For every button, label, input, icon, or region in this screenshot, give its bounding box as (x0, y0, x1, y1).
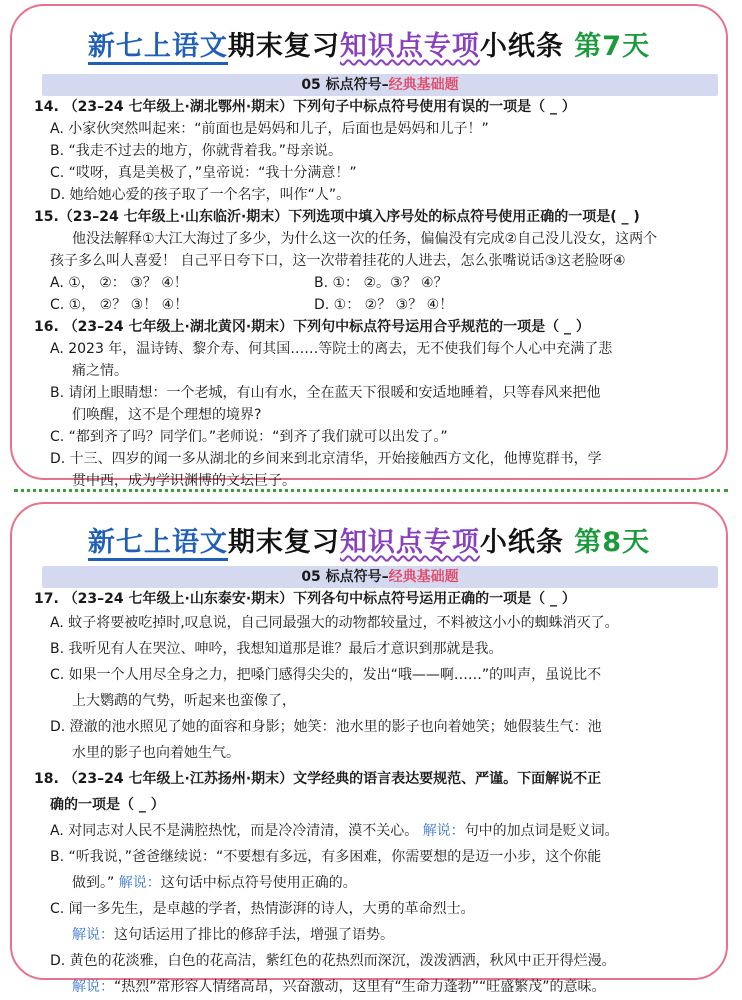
option-text (34, 948, 714, 974)
option-text (34, 426, 714, 448)
question-list (34, 96, 714, 492)
question-stem (34, 588, 714, 610)
line-text: 上大鹦鹉的气势，听起来也蛮像了， (72, 693, 296, 709)
line-text: 孩子多么叫人喜爱！ 自己平日夸下口，这一次带着挂花的人进去，怎么张嘴说话③这老脸呀④ (50, 253, 626, 269)
question-text: 15.（23–24 七年级上·山东临沂·期末）下列选项中填入序号处的标点符号使用正确的一项是( _ ) (34, 209, 640, 225)
line-text: A. 对同志对人民不是满腔热忱，而是冷冷清清，漠不关心。 (50, 823, 419, 839)
explanation-text: 这句话运用了排比的修辞手法，增强了语势。 (114, 927, 394, 943)
option-text (34, 118, 714, 140)
line-text: A. 小家伙突然叫起来：“前面也是妈妈和儿子，后面也是妈妈和儿子！” (50, 121, 489, 137)
day7-card (10, 4, 728, 489)
option-row (34, 294, 714, 316)
question-stem (34, 206, 714, 228)
line-text: 他没法解释①大江大海过了多少，为什么这一次的任务，偏偏没有完成②自己没儿没女，这两个 (72, 231, 658, 247)
explanation-line (34, 922, 714, 948)
day8-card (10, 502, 728, 995)
line-text: C. 如果一个人用尽全身之力，把嗓门感得尖尖的，发出“哦——啊……”的叫声，虽说比不 (50, 667, 602, 683)
option-text (34, 636, 714, 662)
explanation-text: 这句话中标点符号使用正确的。 (160, 875, 357, 891)
title-day: 第8天 (574, 527, 651, 558)
question-text: 18. （23–24 七年级上·江苏扬州·期末）文学经典的语言表达要规范、严谨。下面解说不正 (34, 771, 602, 787)
question-list (34, 588, 714, 1000)
title-review: 期末复习 (227, 527, 340, 558)
option-text (34, 184, 714, 206)
option-text (34, 162, 714, 184)
option-continued (34, 870, 714, 896)
section-band (42, 566, 718, 588)
option-row (34, 272, 714, 294)
line-text: D. 澄澈的池水照见了她的面容和身影；她笑：池水里的影子也向着她笑；她假装生气：池 (50, 719, 602, 735)
line-text: 水里的影子也向着她生气。 (72, 745, 240, 761)
explanation-text: “热烈”常形容人情绪高昂，兴奋激动，这里有“生命力蓬勃”“旺盛繁茂”的意味。 (114, 979, 606, 995)
option-text (34, 610, 714, 636)
line-text: D. 她给她心爱的孩子取了一个名字，叫作“人”。 (50, 187, 351, 203)
option-continued (34, 688, 714, 714)
line-text: C. “都到齐了吗？同学们。”老师说：“到齐了我们就可以出发了。” (50, 429, 448, 445)
title-topic: 知识点专项 (339, 527, 480, 558)
explanation-label: 解说： (72, 979, 114, 995)
passage-text (34, 250, 714, 272)
question-text: 16. （23–24 七年级上·湖北黄冈·期末）下列句中标点符号运用合乎规范的一项是（ _ ） (34, 319, 590, 335)
explanation-line (34, 974, 714, 1000)
option-text (34, 662, 714, 688)
title-grade: 新七上语文 (88, 31, 228, 65)
line-text: 们唤醒，这不是个理想的境界? (72, 407, 262, 423)
passage-text (34, 228, 714, 250)
section-tag: 经典基础题 (388, 569, 459, 585)
option-text: B. ①： ②。③？ ④？ (314, 275, 448, 291)
question-stem (34, 766, 714, 792)
question-text: 17. （23–24 七年级上·山东泰安·期末）下列各句中标点符号运用正确的一项是（ _ ） (34, 591, 576, 607)
section-label: 05 标点符号– (301, 569, 389, 585)
option-text (34, 714, 714, 740)
title-day: 第7天 (574, 31, 651, 62)
option-text (34, 844, 714, 870)
line-text: 做到。” (72, 875, 115, 891)
option-text (34, 448, 714, 470)
option-continued (34, 360, 714, 382)
line-text: 痛之情。 (72, 363, 128, 379)
title-note: 小纸条 (479, 31, 564, 62)
question-stem (34, 792, 714, 818)
option-text: D. ①： ②？ ③？ ④！ (314, 297, 454, 313)
line-text: D. 十三、四岁的闻一多从湖北的乡间来到北京清华，开始接触西方文化，他博览群书，学 (50, 451, 602, 467)
line-text: D. 黄色的花淡雅，白色的花高洁，紫红色的花热烈而深沉，泼泼洒洒，秋风中正开得烂漫。 (50, 953, 616, 969)
card-title (12, 24, 726, 63)
line-text: C. 闻一多先生，是卓越的学者，热情澎湃的诗人，大勇的革命烈士。 (50, 901, 475, 917)
section-band (42, 74, 718, 96)
line-text: 贯中西，成为学识渊博的文坛巨子。 (72, 473, 296, 489)
line-text: 确的一项是（ _ ） (50, 797, 165, 813)
option-text (34, 338, 714, 360)
option-text (34, 382, 714, 404)
option-continued (34, 740, 714, 766)
title-review: 期末复习 (227, 31, 340, 62)
section-tag: 经典基础题 (388, 77, 459, 93)
explanation-label: 解说： (422, 823, 465, 839)
line-text: A. 蚊子将要被吃掉时,叹息说，自己同最强大的动物都较量过，不料被这小小的蜘蛛消灭了。 (50, 615, 619, 631)
title-topic: 知识点专项 (339, 31, 480, 62)
question-text: 14. （23–24 七年级上·湖北鄂州·期末）下列句子中标点符号使用有误的一项是（ _ ） (34, 99, 576, 115)
question-stem (34, 96, 714, 118)
option-text: C. ①， ②？ ③！ ④！ (50, 297, 189, 313)
option-text: A. ①， ②： ③？ ④！ (50, 275, 188, 291)
line-text: B. “我走不过去的地方，你就背着我。”母亲说。 (50, 143, 343, 159)
title-note: 小纸条 (479, 527, 564, 558)
explanation-text: 句中的加点词是贬义词。 (464, 823, 619, 839)
option-continued (34, 404, 714, 426)
section-label: 05 标点符号– (301, 77, 389, 93)
line-text: B. 请闭上眼睛想：一个老城，有山有水，全在蓝天下很暖和安适地睡着，只等春风来把他 (50, 385, 601, 401)
dotted-divider (14, 489, 728, 492)
card-title (12, 520, 726, 559)
line-text: B. 我听见有人在哭泣、呻吟，我想知道那是谁？最后才意识到那就是我。 (50, 641, 503, 657)
option-text (34, 140, 714, 162)
line-text: B. “听我说，”爸爸继续说：“不要想有多远，有多困难，你需要想的是迈一小步，这个你能 (50, 849, 602, 865)
line-text: C. “哎呀，真是美极了，”皇帝说：“我十分满意！” (50, 165, 357, 181)
option-text (34, 896, 714, 922)
question-stem (34, 316, 714, 338)
explanation-label: 解说： (118, 875, 161, 891)
explanation-label: 解说： (72, 927, 114, 943)
title-grade: 新七上语文 (88, 527, 228, 561)
line-text: A. 2023 年，温诗铸、黎介寿、何其国……等院士的离去，无不使我们每个人心中充满了悲 (50, 341, 613, 357)
option-text (34, 818, 714, 844)
